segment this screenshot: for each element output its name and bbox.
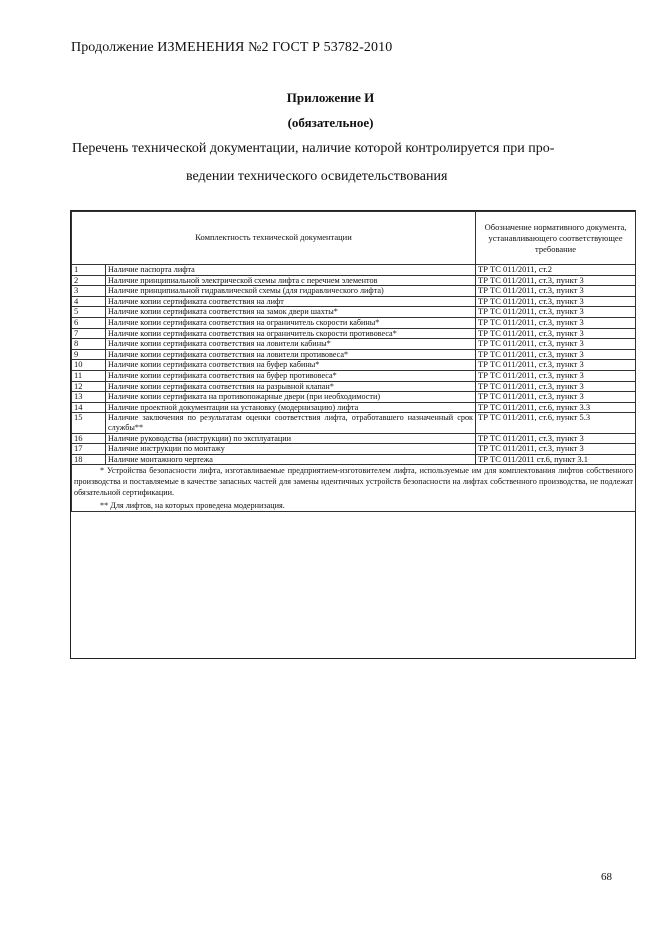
row-number: 8 — [72, 339, 106, 350]
footnote-single-star: * Устройства безопасности лифта, изготавливаемые предприятием-изготовителем лифта, используемые им для комплектования лифтов собственного производства и поставляемые в качестве запасных частей для замены идентичных устройств безопасности на лифтах собственного производства, не подлежат обязательной сертификации. — [74, 466, 634, 498]
row-normative-ref: ТР ТС 011/2011, ст.3, пункт 3 — [476, 286, 636, 297]
row-normative-ref: ТР ТС 011/2011, ст.3, пункт 3 — [476, 370, 636, 381]
table-row — [72, 370, 636, 381]
table-row — [72, 275, 636, 286]
footnotes-cell — [72, 465, 636, 512]
row-document-name: Наличие копии сертификата соответствия на ловители противовеса* — [106, 349, 476, 360]
table-row — [72, 296, 636, 307]
table-row — [72, 413, 636, 433]
row-normative-ref: ТР ТС 011/2011, ст.3, пункт 3 — [476, 328, 636, 339]
documentation-table — [71, 211, 636, 512]
list-title-line-1: Перечень технической документации, наличие которой контролируется при про- — [72, 141, 555, 156]
row-number: 16 — [72, 433, 106, 444]
row-normative-ref: ТР ТС 011/2011, ст.6, пункт 3.3 — [476, 402, 636, 413]
table-row — [72, 433, 636, 444]
table-row — [72, 454, 636, 465]
row-number: 11 — [72, 370, 106, 381]
row-document-name: Наличие копии сертификата соответствия на ловители кабины* — [106, 339, 476, 350]
row-normative-ref: ТР ТС 011/2011 ст.6, пункт 3.1 — [476, 454, 636, 465]
row-document-name: Наличие копии сертификата соответствия на ограничитель скорости противовеса* — [106, 328, 476, 339]
row-number: 15 — [72, 413, 106, 433]
row-normative-ref: ТР ТС 011/2011, ст.3, пункт 3 — [476, 392, 636, 403]
row-document-name: Наличие копии сертификата соответствия на буфер противовеса* — [106, 370, 476, 381]
documentation-table-frame — [70, 210, 636, 659]
row-normative-ref: ТР ТС 011/2011, ст.3, пункт 3 — [476, 360, 636, 371]
list-title-line-2: ведении технического освидетельствования — [186, 169, 448, 184]
row-document-name: Наличие заключения по результатам оценки соответствия лифта, отработавшего назначенный срок службы** — [106, 413, 476, 433]
row-normative-ref: ТР ТС 011/2011, ст.3, пункт 3 — [476, 275, 636, 286]
row-document-name: Наличие монтажного чертежа — [106, 454, 476, 465]
page-number: 68 — [601, 871, 612, 883]
row-normative-ref: ТР ТС 011/2011, ст.3, пункт 3 — [476, 444, 636, 455]
row-number: 4 — [72, 296, 106, 307]
row-number: 14 — [72, 402, 106, 413]
row-document-name: Наличие инструкции по монтажу — [106, 444, 476, 455]
row-number: 3 — [72, 286, 106, 297]
table-row — [72, 360, 636, 371]
row-normative-ref: ТР ТС 011/2011, ст.3, пункт 3 — [476, 296, 636, 307]
document-header: Продолжение ИЗМЕНЕНИЯ №2 ГОСТ Р 53782-2010 — [71, 40, 393, 55]
footnote-double-star: ** Для лифтов, на которых проведена модернизация. — [100, 501, 285, 511]
row-number: 12 — [72, 381, 106, 392]
row-document-name: Наличие копии сертификата соответствия на разрывной клапан* — [106, 381, 476, 392]
table-row — [72, 339, 636, 350]
row-number: 18 — [72, 454, 106, 465]
table-row — [72, 381, 636, 392]
table-row — [72, 328, 636, 339]
table-row — [72, 402, 636, 413]
table-row — [72, 349, 636, 360]
column-header-docs: Комплектность технической документации — [72, 212, 476, 265]
row-document-name: Наличие принципиальной гидравлической схемы (для гидравлического лифта) — [106, 286, 476, 297]
row-document-name: Наличие копии сертификата соответствия на ограничитель скорости кабины* — [106, 317, 476, 328]
row-normative-ref: ТР ТС 011/2011, ст.3, пункт 3 — [476, 307, 636, 318]
table-row — [72, 265, 636, 276]
row-document-name: Наличие паспорта лифта — [106, 265, 476, 276]
row-normative-ref: ТР ТС 011/2011, ст.3, пункт 3 — [476, 349, 636, 360]
row-number: 5 — [72, 307, 106, 318]
row-document-name: Наличие копии сертификата соответствия на лифт — [106, 296, 476, 307]
row-number: 10 — [72, 360, 106, 371]
column-header-norm: Обозначение нормативного документа, устанавливающего соответствующее требование — [476, 212, 636, 265]
row-number: 13 — [72, 392, 106, 403]
row-normative-ref: ТР ТС 011/2011, ст.3, пункт 3 — [476, 317, 636, 328]
appendix-title: Приложение И — [286, 90, 375, 105]
table-body — [72, 265, 636, 465]
row-normative-ref: ТР ТС 011/2011, ст.3, пункт 3 — [476, 381, 636, 392]
table-header-row — [72, 212, 636, 265]
row-document-name: Наличие копии сертификата соответствия на буфер кабины* — [106, 360, 476, 371]
row-number: 9 — [72, 349, 106, 360]
row-document-name: Наличие копии сертификата на противопожарные двери (при необходимости) — [106, 392, 476, 403]
row-document-name: Наличие копии сертификата соответствия на замок двери шахты* — [106, 307, 476, 318]
row-normative-ref: ТР ТС 011/2011, ст.6, пункт 5.3 — [476, 413, 636, 433]
table-row — [72, 444, 636, 455]
table-row — [72, 307, 636, 318]
row-normative-ref: ТР ТС 011/2011, ст.3, пункт 3 — [476, 433, 636, 444]
row-normative-ref: ТР ТС 011/2011, ст.2 — [476, 265, 636, 276]
table-row — [72, 317, 636, 328]
row-number: 7 — [72, 328, 106, 339]
row-document-name: Наличие проектной документации на установку (модернизацию) лифта — [106, 402, 476, 413]
row-number: 1 — [72, 265, 106, 276]
table-row — [72, 392, 636, 403]
table-row — [72, 286, 636, 297]
appendix-status: (обязательное) — [287, 115, 374, 130]
row-document-name: Наличие принципиальной электрической схемы лифта с перечнем элементов — [106, 275, 476, 286]
row-document-name: Наличие руководства (инструкции) по эксплуатации — [106, 433, 476, 444]
row-normative-ref: ТР ТС 011/2011, ст.3, пункт 3 — [476, 339, 636, 350]
row-number: 17 — [72, 444, 106, 455]
row-number: 2 — [72, 275, 106, 286]
row-number: 6 — [72, 317, 106, 328]
footnotes-row — [72, 465, 636, 512]
